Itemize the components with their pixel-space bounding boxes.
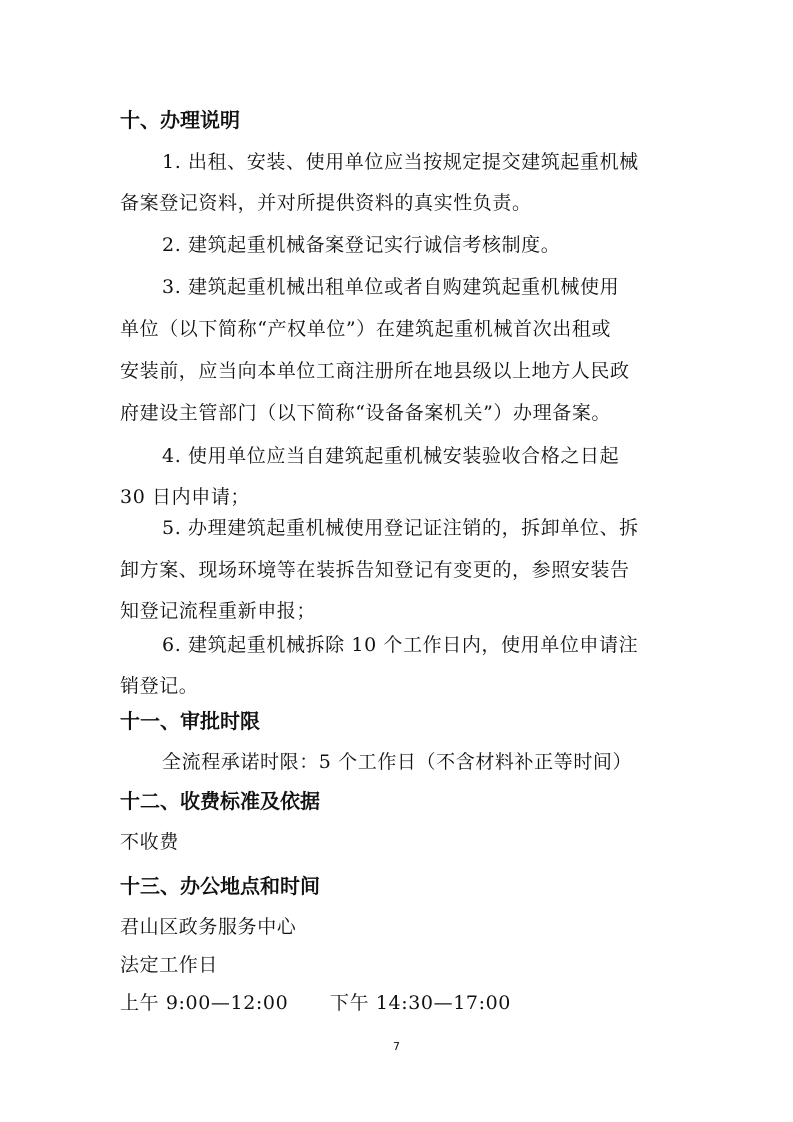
section-10-line: 6. 建筑起重机械拆除 10 个工作日内，使用单位申请注 bbox=[162, 634, 639, 656]
approval-time-limit: 全流程承诺时限：5 个工作日（不含材料补正等时间） bbox=[162, 751, 633, 773]
morning-hours: 上午 9:00—12:00 bbox=[120, 992, 289, 1014]
office-days: 法定工作日 bbox=[120, 954, 219, 976]
section-10-line: 府建设主管部门（以下简称“设备备案机关”）办理备案。 bbox=[120, 402, 612, 424]
section-10-line: 安装前，应当向本单位工商注册所在地县级以上地方人民政 bbox=[120, 360, 630, 382]
section-13-heading: 十三、办公地点和时间 bbox=[120, 874, 320, 898]
section-11-heading: 十一、审批时限 bbox=[120, 709, 260, 733]
section-12-heading: 十二、收费标准及依据 bbox=[120, 789, 320, 813]
section-10-line: 2. 建筑起重机械备案登记实行诚信考核制度。 bbox=[162, 234, 561, 256]
section-10-line: 知登记流程重新申报； bbox=[120, 600, 317, 622]
section-10-line: 单位（以下简称“产权单位”）在建筑起重机械首次出租或 bbox=[120, 318, 612, 340]
section-10-line: 4. 使用单位应当自建筑起重机械安装验收合格之日起 bbox=[162, 445, 620, 467]
office-location: 君山区政务服务中心 bbox=[120, 916, 297, 938]
section-10-line: 3. 建筑起重机械出租单位或者自购建筑起重机械使用 bbox=[162, 276, 620, 298]
section-10-line: 30 日内申请； bbox=[120, 486, 251, 508]
section-10-line: 5. 办理建筑起重机械使用登记证注销的，拆卸单位、拆 bbox=[162, 517, 639, 539]
section-10-line: 销登记。 bbox=[120, 675, 199, 697]
section-10-line: 1. 出租、安装、使用单位应当按规定提交建筑起重机械 bbox=[162, 151, 639, 173]
page-number: 7 bbox=[393, 1040, 400, 1053]
section-10-heading: 十、办理说明 bbox=[120, 108, 240, 132]
section-10-line: 卸方案、现场环境等在装拆告知登记有变更的，参照安装告 bbox=[120, 559, 630, 581]
section-10-line: 备案登记资料，并对所提供资料的真实性负责。 bbox=[120, 192, 532, 214]
afternoon-hours: 下午 14:30—17:00 bbox=[330, 992, 511, 1014]
fee-text: 不收费 bbox=[120, 831, 179, 853]
